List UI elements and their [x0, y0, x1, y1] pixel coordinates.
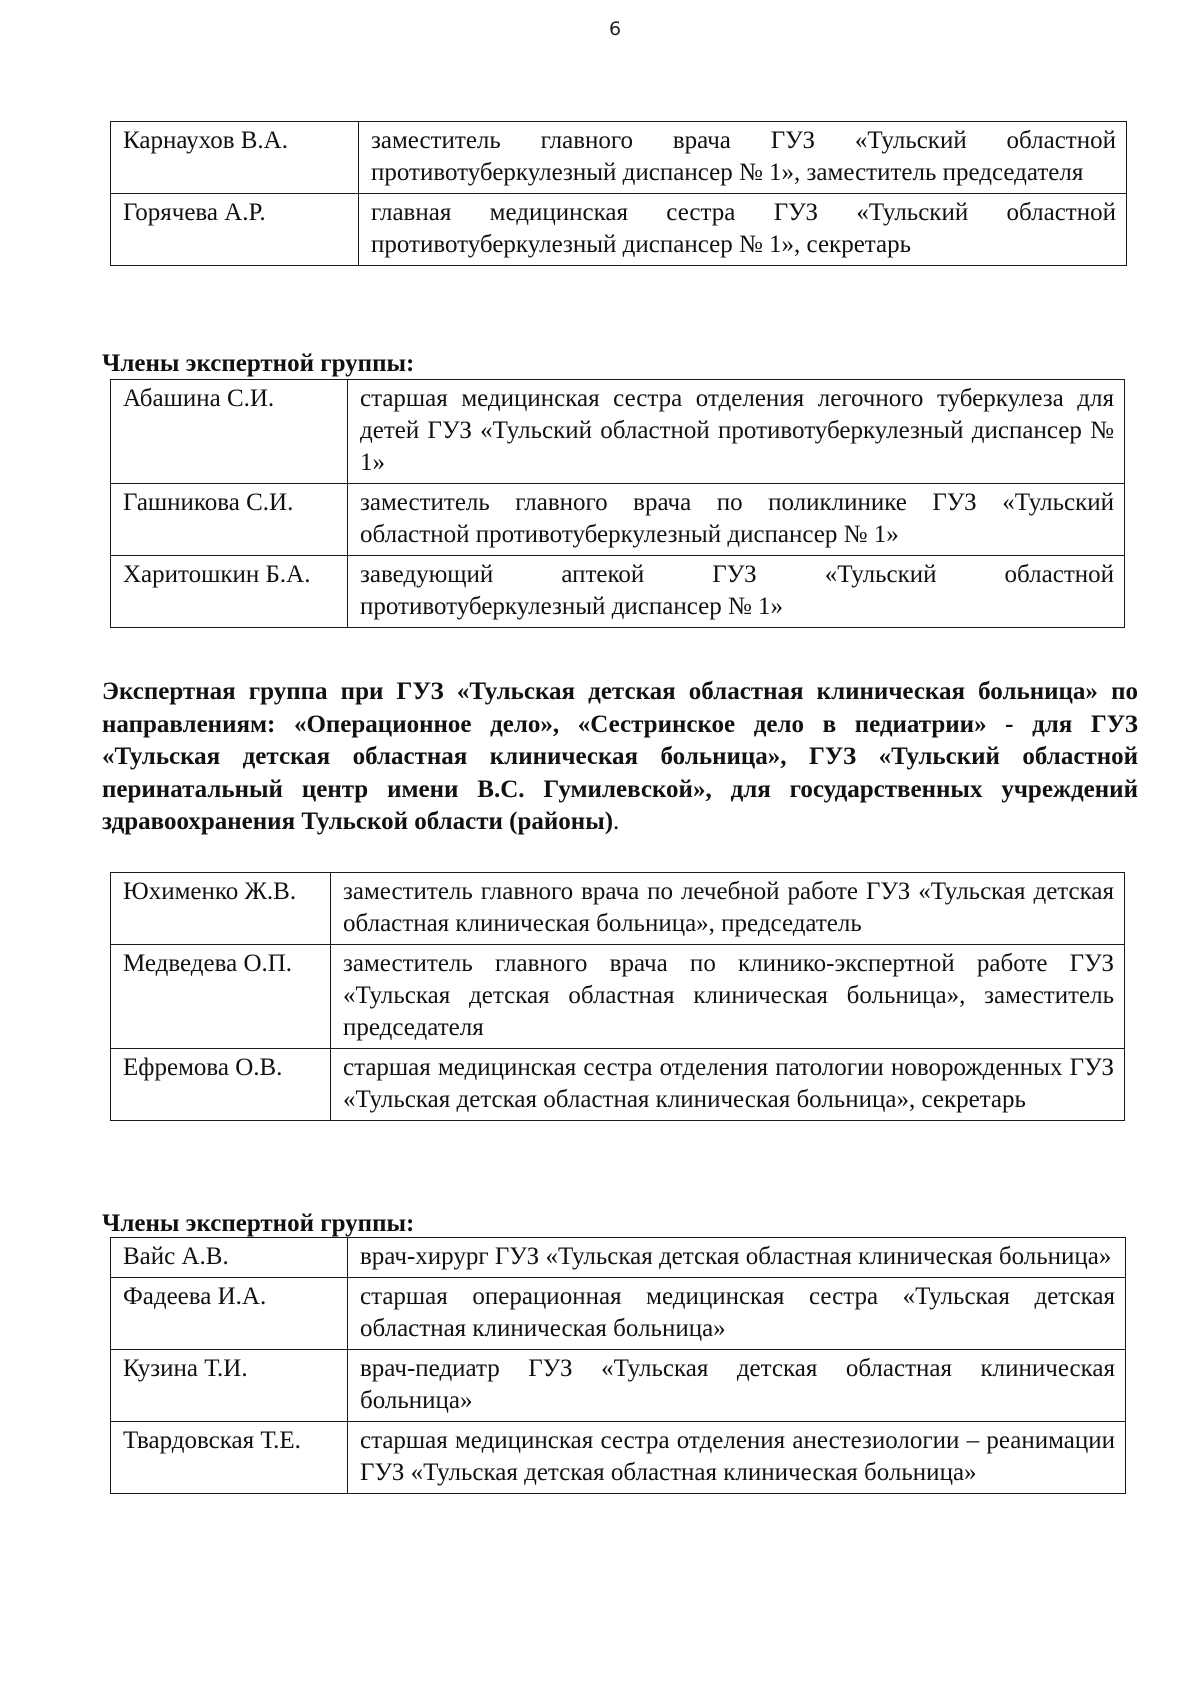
members-table-1	[110, 379, 1125, 628]
table-row	[111, 1238, 1126, 1278]
table-row	[111, 484, 1125, 556]
member-name: Твардовская Т.Е.	[111, 1422, 348, 1494]
member-name: Вайс А.В.	[111, 1238, 348, 1278]
section-heading-text: Экспертная группа при ГУЗ «Тульская детская областная клиническая больница» по направлениям: «Операционное дело», «Сестринское дело в педиатрии» - для ГУЗ «Тульская детская областная клиническая больница», ГУЗ «Тульский областной перинатальный центр имени В.С. Гумилевской», для государственных учреждений здравоохранения Тульской области (районы)	[102, 678, 1138, 835]
member-name: Ефремова О.В.	[111, 1049, 331, 1121]
member-position: заместитель главного врача по клинико-экспертной работе ГУЗ «Тульская детская областная клиническая больница», заместитель председателя	[331, 945, 1125, 1049]
table-row	[111, 194, 1127, 266]
member-name: Карнаухов В.А.	[111, 122, 359, 194]
page-number: 6	[608, 18, 622, 40]
member-position: врач-педиатр ГУЗ «Тульская детская областная клиническая больница»	[348, 1350, 1126, 1422]
member-position: старшая медицинская сестра отделения легочного туберкулеза для детей ГУЗ «Тульский областной противотуберкулезный диспансер № 1»	[348, 380, 1125, 484]
member-position: заместитель главного врача по поликлинике ГУЗ «Тульский областной противотуберкулезный диспансер № 1»	[348, 484, 1125, 556]
member-position: врач-хирург ГУЗ «Тульская детская областная клиническая больница»	[348, 1238, 1126, 1278]
table-row	[111, 1422, 1126, 1494]
member-name: Кузина Т.И.	[111, 1350, 348, 1422]
section-heading-tail: .	[613, 808, 620, 835]
member-position: старшая медицинская сестра отделения анестезиологии – реанимации ГУЗ «Тульская детская областная клиническая больница»	[348, 1422, 1126, 1494]
members-label: Члены экспертной группы:	[102, 350, 415, 377]
member-position: старшая операционная медицинская сестра «Тульская детская областная клиническая больница»	[348, 1278, 1126, 1350]
member-name: Горячева А.Р.	[111, 194, 359, 266]
member-position: главная медицинская сестра ГУЗ «Тульский областной противотуберкулезный диспансер № 1», секретарь	[359, 194, 1127, 266]
members-label: Члены экспертной группы:	[102, 1210, 415, 1237]
table-row	[111, 945, 1125, 1049]
table-row	[111, 1049, 1125, 1121]
table-row	[111, 1350, 1126, 1422]
section-heading	[102, 676, 1138, 839]
member-position: заместитель главного врача ГУЗ «Тульский областной противотуберкулезный диспансер № 1», заместитель председателя	[359, 122, 1127, 194]
table-row	[111, 556, 1125, 628]
table-row	[111, 380, 1125, 484]
member-position: старшая медицинская сестра отделения патологии новорожденных ГУЗ «Тульская детская областная клиническая больница», секретарь	[331, 1049, 1125, 1121]
member-position: заместитель главного врача по лечебной работе ГУЗ «Тульская детская областная клиническая больница», председатель	[331, 873, 1125, 945]
members-table-2	[110, 1237, 1126, 1494]
table-row	[111, 122, 1127, 194]
leadership-table-2	[110, 872, 1125, 1121]
member-name: Харитошкин Б.А.	[111, 556, 348, 628]
member-position: заведующий аптекой ГУЗ «Тульский областной противотуберкулезный диспансер № 1»	[348, 556, 1125, 628]
table-row	[111, 873, 1125, 945]
member-name: Медведева О.П.	[111, 945, 331, 1049]
table-row	[111, 1278, 1126, 1350]
member-name: Гашникова С.И.	[111, 484, 348, 556]
member-name: Юхименко Ж.В.	[111, 873, 331, 945]
leadership-table-1	[110, 121, 1127, 266]
member-name: Фадеева И.А.	[111, 1278, 348, 1350]
member-name: Абашина С.И.	[111, 380, 348, 484]
